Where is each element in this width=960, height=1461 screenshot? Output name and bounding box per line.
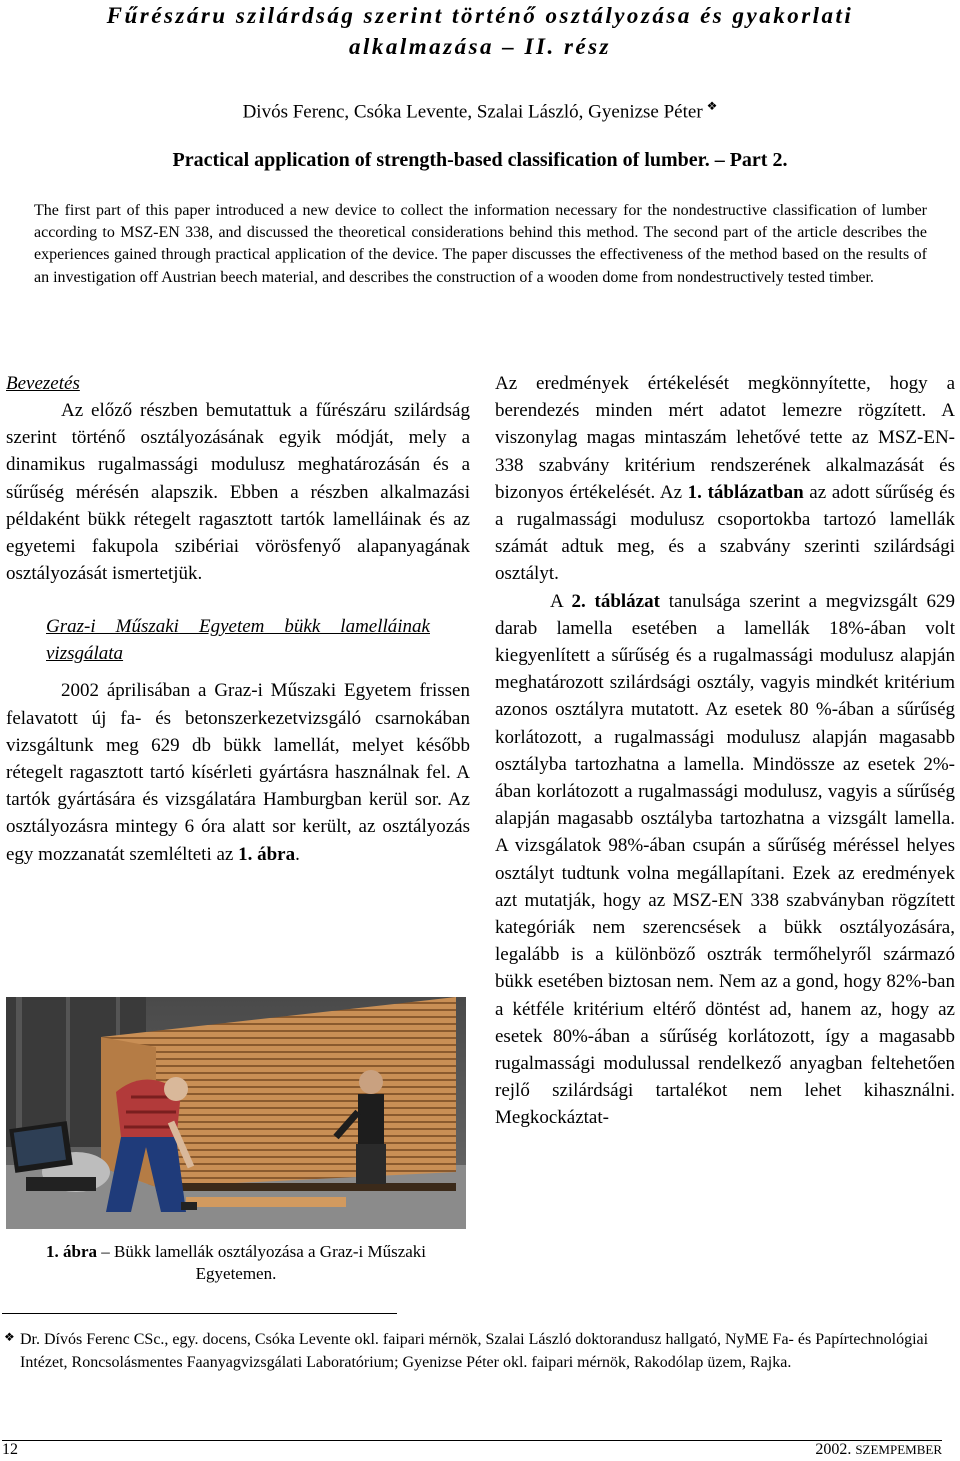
author-footnote-marker-icon: ❖ bbox=[706, 99, 718, 113]
table-1-reference: 1. táblázatban bbox=[687, 481, 804, 503]
figure-1-caption-label: 1. ábra bbox=[45, 1242, 97, 1261]
footnote bbox=[4, 1328, 945, 1374]
results-paragraph-1 bbox=[495, 370, 955, 588]
english-title: Practical application of strength-based classification of lumber. – Part 2. bbox=[172, 149, 788, 171]
figure-1-photo bbox=[6, 997, 466, 1229]
introduction-paragraph: Az előző részben bemutattuk a fűrészáru szilárdság szerint történő osztályozásának egyik módját, mely a dinamikus rugalmassági modulusz meghatározásán és a sűrűség mérésén alapszik. Ebben a részben alkalmazási példaként bükk rétegelt ragasztott tartók lamelláinak és az egyetemi fakupola szibériai vörösfenyő alapanyagának osztályozását ismertetjük. bbox=[6, 400, 470, 585]
author-list bbox=[0, 94, 960, 124]
graz-paragraph bbox=[6, 677, 470, 867]
graz-paragraph-text: 2002 áprilisában a Graz-i Műszaki Egyetem frissen felavatott új fa- és betonszerkezetvizsgáló csarnokában vizsgáltunk meg 629 db bükk lamellát, melyet később rétegelt ragasztott tartó kísérleti gyártásra használnak fel. A tartók gyártására és vizsgálatára Hamburgban kerül sor. Az osztályozásra mintegy 6 óra alatt sor került, az osztályozás egy mozzanatát szemlélteti az bbox=[6, 680, 470, 865]
title-line-1: Fűrészáru szilárdság szerint történő osztályozása és gyakorlati bbox=[106, 3, 854, 28]
abstract: The first part of this paper introduced a new device to collect the information necessary for the nondestructive classification of lumber according to MSZ-EN 338, and discussed the theoretical considerations behind this method. The second part of the article describes the experiences gained through practical application of the device. The paper discusses the effectiveness of the method based on the results of an investigation off Austrian beech material, and describes the construction of a wooden dome from nondestructively tested timber. bbox=[34, 202, 927, 286]
journal-title: SZEMPEMBER bbox=[855, 1442, 942, 1457]
footnote-divider bbox=[2, 1313, 397, 1314]
page-title bbox=[10, 0, 950, 62]
lumber-grading-photo-image bbox=[6, 997, 466, 1229]
figure-1-caption-text: – Bükk lamellák osztályozása a Graz-i Műszaki Egyetemen. bbox=[96, 1242, 427, 1283]
journal-year: 2002. bbox=[815, 1441, 852, 1458]
results-paragraph-2 bbox=[495, 588, 955, 1132]
journal-name bbox=[815, 1441, 942, 1459]
table-2-reference: 2. táblázat bbox=[571, 590, 660, 612]
figure-1-caption bbox=[6, 1241, 466, 1285]
section-heading-introduction: Bevezetés bbox=[6, 373, 80, 394]
footnote-marker-icon: ❖ bbox=[4, 1330, 15, 1344]
right-column bbox=[495, 370, 955, 1132]
title-line-2: alkalmazása – II. rész bbox=[348, 34, 612, 59]
left-column bbox=[6, 370, 470, 868]
authors-text: Divós Ferenc, Csóka Levente, Szalai László, Gyenizse Péter bbox=[242, 101, 703, 123]
figure-1-reference: 1. ábra bbox=[238, 843, 296, 865]
page-number: 12 bbox=[2, 1441, 18, 1458]
graz-paragraph-end: . bbox=[295, 843, 300, 865]
footer-divider bbox=[2, 1440, 942, 1441]
results-paragraph-2-a: A bbox=[550, 590, 572, 612]
results-paragraph-2-b: tanulsága szerint a megvizsgált 629 darab lamella esetében a lamellák 18%-ában volt kiegyenlített a sűrűség és a rugalmassági modulusz alapján meghatározott szilárdsági osztály, vagyis mindkét kritérium azonos osztályra mutatott. Az esetek 80 %-ában a sűrűség korlátozott, a rugalmassági modulusz alapján magasabb osztályba tartozhatna a lamella. Mindössze az esetek 2%-ában korlátozott a rugalmassági modulusz, vagyis a sűrűség alapján magasabb osztályba tartozhatna a vizsgált lamella. A vizsgálatok 98%-ában csupán a sűrűség méréssel helyes osztályt tudtunk volna megállapítani. Ezek az eredmények azt mutatják, hogy az MSZ-EN 338 szabványban rögzített kategóriák nem szerencsések a bükk osztályozására, legalább is a különböző osztrák termőhelyről származó bükk esetében biztosan nem. Nem az a gond, hogy 82%-ban a kétféle kritérium eltérő döntést ad, hanem az, hogy az esetek 80%-ában a sűrűség korlátozott, így a magasabb rugalmassági modulussal rendelkező anyagban feltehetően rejlő szilárdsági tartalékot nem lehet kihasználni. Megkockáztat- bbox=[495, 590, 955, 1129]
footnote-text: Dr. Dívós Ferenc CSc., egy. docens, Csóka Levente okl. faipari mérnök, Szalai László doktorandusz hallgató, NyME Fa- és Papírtechnológiai Intézet, Roncsolásmentes Faanyagvizsgálati Laboratórium; Gyenizse Péter okl. faipari mérnök, Rakodólap üzem, Rajka. bbox=[20, 1331, 929, 1371]
results-paragraph-1-b: az adott sűrűség és a rugalmassági modulusz csoportokba tartozó lamellák számát adtuk meg, és a szabvány szerinti szilárdsági osztályt. bbox=[495, 481, 955, 585]
results-paragraph-1-a: Az eredmények értékelését megkönnyítette, hogy a berendezés minden mért adatot lemezre rögzített. A viszonylag magas mintaszám lehetővé tette az MSZ-EN-338 szabvány kritérium rendszerének alkalmazását és bizonyos értékelését. Az bbox=[495, 373, 955, 503]
section-heading-graz: Graz-i Műszaki Egyetem bükk lamelláinak vizsgálata bbox=[46, 616, 430, 665]
